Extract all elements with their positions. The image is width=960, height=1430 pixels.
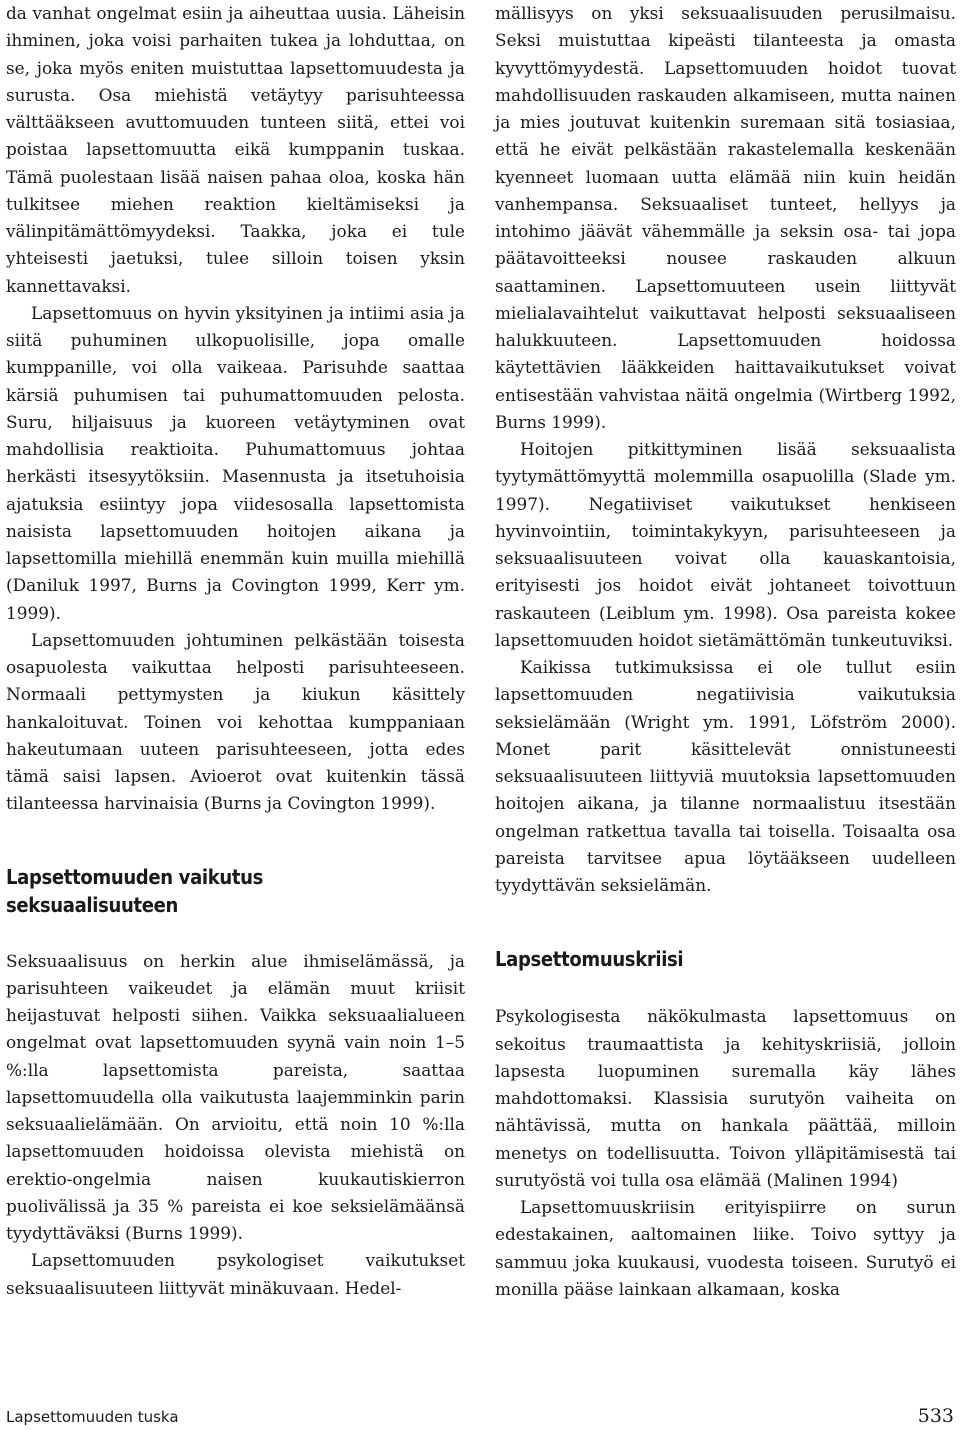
heading-line: seksuaalisuuteen — [6, 892, 178, 917]
paragraph: Kaikissa tutkimuksissa ei ole tullut esiin lapsettomuuden negatiivisia vaikutuksia seksielämään (Wright ym. 1991, Löfström 2000). Monet parit käsittelevät onnistuneesti seksuaalisuuteen liittyviä muutoksia lapsettomuuden hoitojen aikana, ja tilanne normaalistuu itsestään ongelman ratkettua tavalla tai toisella. Toisaalta osa pareista tarvitsee apua löytääkseen uudelleen tyydyttävän seksielämän. — [495, 657, 956, 895]
section-heading-crisis: Lapsettomuuskriisi — [495, 947, 684, 972]
paragraph: mällisyys on yksi seksuaalisuuden perusilmaisu. Seksi muistuttaa kipeästi tilanteesta ja omasta kyvyttömyydestä. Lapsettomuuden hoidot tuovat mahdollisuuden raskauden alkamiseen, mutta nainen ja mies joutuvat kuitenkin suremaan sitä tosiasiaa, että he eivät pelkästään rakastelemalla keskenään kyenneet luomaan uutta elämää niin kuin heidän vanhempansa. Seksuaaliset tunteet, hellyys ja intohimo jäävät vähemmälle ja seksin osa- tai jopa päätavoitteeksi nousee raskauden alkuun saattaminen. Lapsettomuuteen usein liittyvät mielialavaihtelut vaikuttavat helposti seksuaaliseen halukkuuteen. Lapsettomuuden hoidossa käytettävien lääkkeiden haittavaikutukset voivat entisestään vahvistaa näitä ongelmia (Wirtberg 1992, Burns 1999). — [495, 3, 956, 432]
left-column — [6, 0, 465, 1302]
paragraph: Lapsettomuuden psykologiset vaikutukset seksuaalisuuteen liittyvät minäkuvaan. Hedel- — [6, 1250, 465, 1298]
right-column — [495, 0, 956, 1303]
page-footer — [6, 1405, 954, 1429]
heading-line: Lapsettomuuden vaikutus — [6, 864, 264, 889]
paragraph: Lapsettomuus on hyvin yksityinen ja intiimi asia ja siitä puhuminen ulkopuolisille, jopa omalle kumppanille, voi olla vaikeaa. Parisuhde saattaa kärsiä puhumisen tai puhumattomuuden pelosta. Suru, hiljaisuus ja kuoreen vetäytyminen ovat mahdollisia reaktioita. Puhumattomuus johtaa herkästi itsesyytöksiin. Masennusta ja itsetuhoisia ajatuksia esiintyy jopa viidesosalla lapsettomista naisista lapsettomuuden hoitojen aikana ja lapsettomilla miehillä enemmän kuin muilla miehillä (Daniluk 1997, Burns ja Covington 1999, Kerr ym. 1999). — [6, 302, 465, 623]
paragraph: da vanhat ongelmat esiin ja aiheuttaa uusia. Läheisin ihminen, joka voisi parhaiten tukea ja lohduttaa, on se, joka myös eniten muistuttaa lapsettomuudesta ja surusta. Osa miehistä vetäytyy parisuhteessa välttääkseen avuttomuuden tunteen siitä, ettei voi poistaa lapsettomuutta eikä kumppanin tuskaa. Tämä puolestaan lisää naisen pahaa oloa, koska hän tulkitsee miehen reaktion kieltämiseksi ja välinpitämättömyydeksi. Taakka, joka ei tule yhteisesti jaetuksi, tulee silloin toisen yksin kannettavaksi. — [6, 3, 465, 296]
paragraph: Lapsettomuuskriisin erityispiirre on surun edestakainen, aaltomainen liike. Toivo syttyy ja sammuu joka kuukausi, vuodesta toiseen. Surutyö ei monilla pääse lainkaan alkamaan, koska — [495, 1197, 956, 1299]
page-number: 533 — [917, 1405, 954, 1427]
paragraph: Hoitojen pitkittyminen lisää seksuaalista tyytymättömyyttä molemmilla osapuolilla (Slade ym. 1997). Negatiiviset vaikutukset henkiseen hyvinvointiin, toimintakykyyn, parisuhteeseen ja seksuaalisuuteen voivat olla kauaskantoisia, erityisesti jos hoidot eivät johtaneet toivottuun raskauteen (Leiblum ym. 1998). Osa pareista kokee lapsettomuuden hoidot sietämättömän tunkeutuviksi. — [495, 439, 956, 650]
running-title: Lapsettomuuden tuska — [6, 1408, 179, 1426]
paragraph: Seksuaalisuus on herkin alue ihmiselämässä, ja parisuhteen vaikeudet ja elämän muut kriisit heijastuvat helposti siihen. Vaikka seksuaalialueen ongelmat ovat lapsettomuuden syynä vain noin 1–5 %:lla lapsettomista pareista, saattaa lapsettomuudella olla vaikutusta laajemminkin parin seksuaalielämään. On arvioitu, että noin 10 %:lla lapsettomuuden hoidoissa olevista miehistä on erektio-ongelmia naisen kuukautiskierron puolivälissä ja 35 % pareista ei koe seksielämäänsä tyydyttäväksi (Burns 1999). — [6, 950, 465, 1243]
paragraph: Psykologisesta näkökulmasta lapsettomuus on sekoitus traumaattista ja kehityskriisiä, jolloin lapsesta luopuminen suremalla käy lähes mahdottomaksi. Klassisia surutyön vaiheita on nähtävissä, mutta on hankala päättää, milloin menetys on todellisuutta. Toivon ylläpitämisestä tai surutyöstä voi tulla osa elämää (Malinen 1994) — [495, 1006, 956, 1190]
paragraph: Lapsettomuuden johtuminen pelkästään toisesta osapuolesta vaikuttaa helposti parisuhteeseen. Normaali pettymysten ja kiukun käsittely hankaloituvat. Toinen voi kehottaa kumppaniaan hakeutumaan uuteen parisuhteeseen, jotta edes tämä saisi lapsen. Avioerot ovat kuitenkin tässä tilanteessa harvinaisia (Burns ja Covington 1999). — [6, 629, 465, 814]
section-heading-sexuality — [6, 863, 410, 919]
